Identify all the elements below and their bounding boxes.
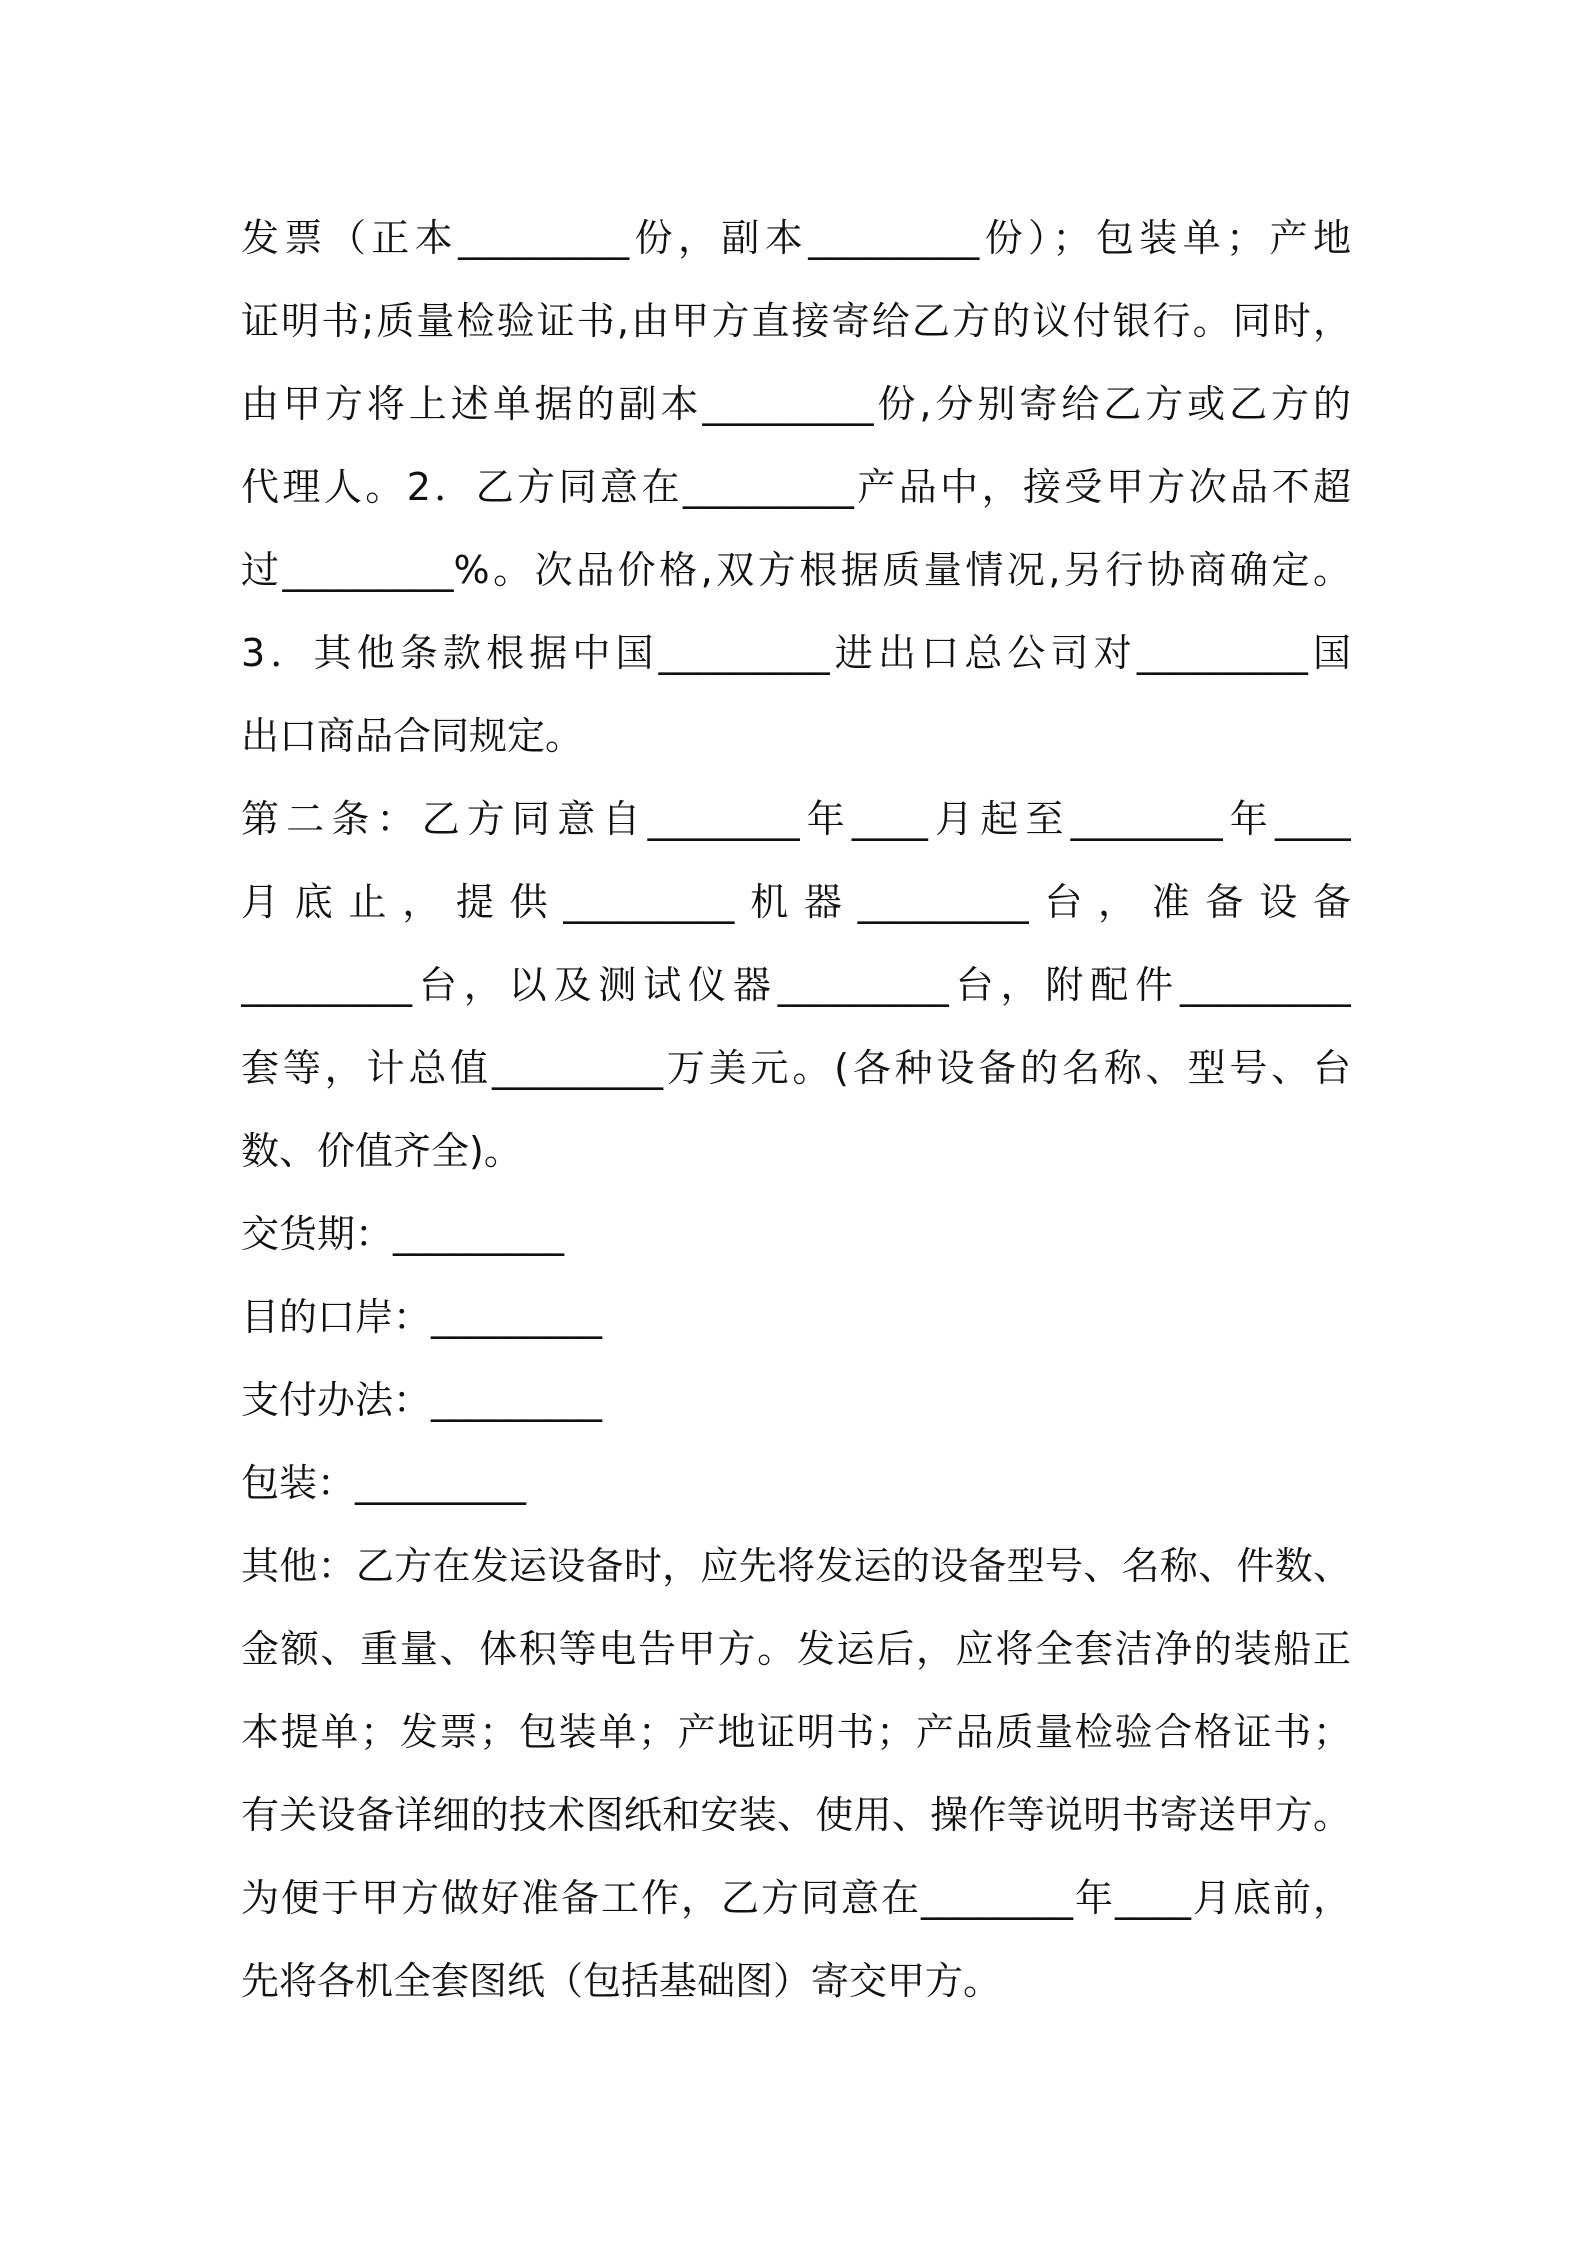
text-line: 代理人。2．乙方同意在_________产品中，接受甲方次品不超 (241, 465, 1351, 509)
text-line: 数、价值齐全)。 (241, 1129, 522, 1173)
text-line: 本提单；发票；包装单；产地证明书；产品质量检验合格证书； (241, 1710, 1351, 1754)
packaging-field: 包装：_________ (241, 1461, 527, 1505)
text-line: 过_________%。次品价格,双方根据质量情况,另行协商确定。 (241, 548, 1351, 592)
text-line: 其他：乙方在发运设备时，应先将发运的设备型号、名称、件数、 (241, 1544, 1351, 1588)
payment-method-field: 支付办法：_________ (241, 1378, 603, 1422)
text-line: _________台，以及测试仪器_________台，附配件_________ (241, 963, 1351, 1007)
text-line: 有关设备详细的技术图纸和安装、使用、操作等说明书寄送甲方。 (241, 1793, 1351, 1837)
document-body (241, 197, 1351, 2023)
text-line: 由甲方将上述单据的副本_________份,分别寄给乙方或乙方的 (241, 382, 1351, 426)
text-line: 证明书;质量检验证书,由甲方直接寄给乙方的议付银行。同时， (241, 299, 1351, 343)
text-line: 套等，计总值_________万美元。(各种设备的名称、型号、台 (241, 1046, 1351, 1090)
text-line: 发票（正本_________份，副本_________份）；包装单；产地 (241, 216, 1351, 260)
text-line: 第二条：乙方同意自________年____月起至________年____ (241, 797, 1351, 841)
text-line: 月底止，提供_________机器_________台，准备设备 (241, 880, 1351, 924)
text-line: 3．其他条款根据中国_________进出口总公司对_________国 (241, 631, 1351, 675)
text-line: 先将各机全套图纸（包括基础图）寄交甲方。 (241, 1959, 1002, 2003)
text-line: 金额、重量、体积等电告甲方。发运后，应将全套洁净的装船正 (241, 1627, 1351, 1671)
destination-port-field: 目的口岸：_________ (241, 1295, 603, 1339)
text-line: 为便于甲方做好准备工作，乙方同意在________年____月底前， (241, 1876, 1351, 1920)
delivery-period-field: 交货期：_________ (241, 1212, 565, 1256)
text-line: 出口商品合同规定。 (241, 714, 584, 758)
